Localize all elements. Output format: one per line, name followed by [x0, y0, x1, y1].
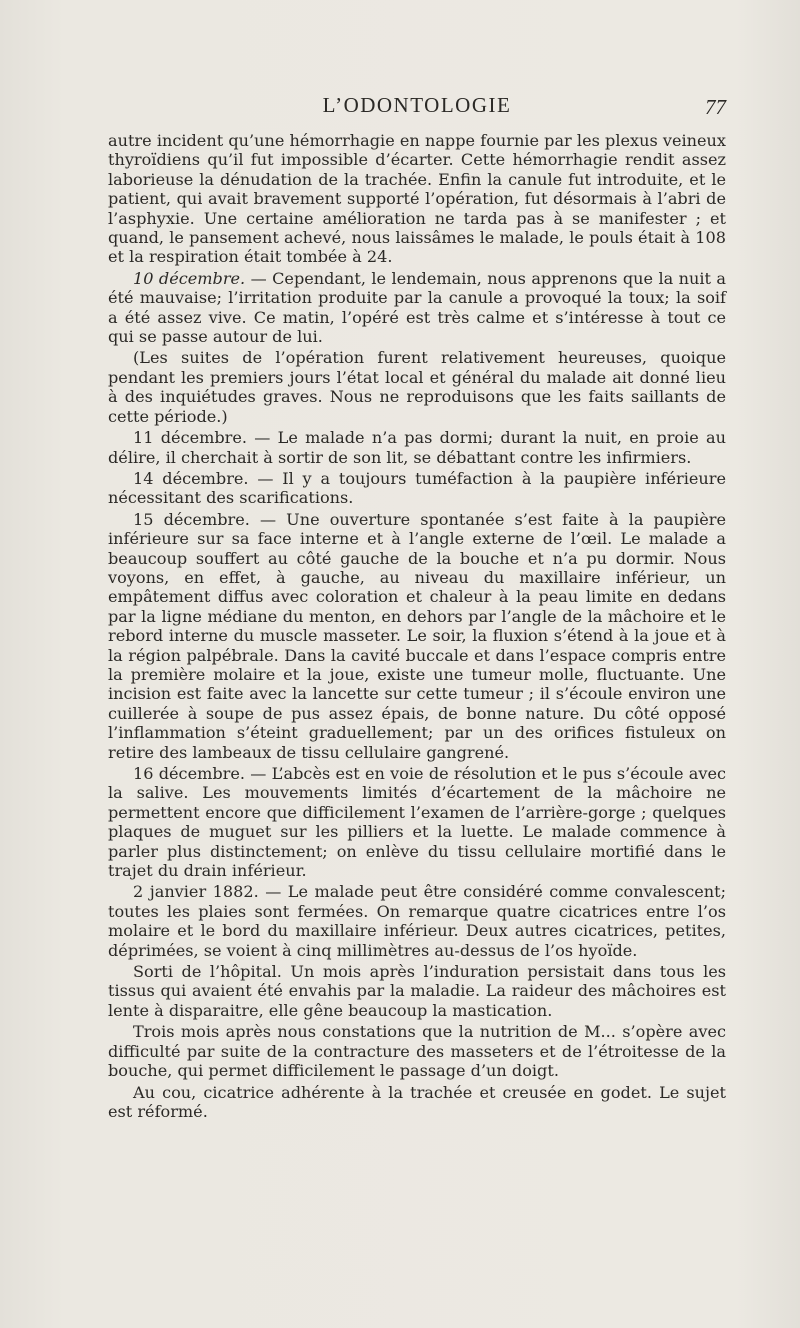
paragraph — [108, 348, 726, 426]
body-text — [108, 131, 726, 1121]
paragraph-text: 11 décembre. — Le malade n’a pas dormi; durant la nuit, en proie au délire, il cherchait à sortir de son lit, se débattant contre les infirmiers. — [108, 428, 726, 467]
paragraph-text: 14 décembre. — Il y a toujours tuméfaction à la paupière inférieure nécessitant des scarifications. — [108, 468, 726, 508]
paragraph — [108, 1083, 726, 1122]
paragraph-text: 15 décembre. — Une ouverture spontanée s’est faite à la paupière inférieure sur sa face interne et à l’angle externe de l’œil. Le malade a beaucoup souffert au côté gauche de la bouche et n’a pu dormir. Nous voyons, en effet, à gauche, au niveau du maxillaire inférieur, un empâtement diffus avec coloration et chaleur à la peau limite en dedans par la ligne médiane du menton, en dehors par l’angle de la mâchoire et le rebord interne du muscle masseter. Le soir, la fluxion s’étend à la joue et à la région palpébrale. Dans la cavité buccale et dans l’espace compris entre la première molaire et la joue, existe une tumeur molle, fluctuante. Une incision est faite avec la lancette sur cette tumeur ; il s’écoule environ une cuillerée à soupe de pus assez épais, de bonne nature. Du côté opposé l’inflammation s’éteint graduellement; par un des orifices fistuleux on retire des lambeaux de tissu cellulaire gangrené. — [108, 509, 726, 762]
paragraph — [108, 764, 726, 880]
paragraph-text: Sorti de l’hôpital. Un mois après l’induration persistait dans tous les tissus qui avaient été envahis par la maladie. La raideur des mâchoires est lente à disparaitre, elle gêne beaucoup la mastication. — [108, 962, 726, 1020]
paragraph — [108, 269, 726, 347]
running-title: L’ODONTOLOGIE — [322, 93, 512, 117]
page-header — [108, 93, 726, 123]
paragraph-text: Au cou, cicatrice adhérente à la trachée et creusée en godet. Le sujet est réformé. — [108, 1082, 726, 1121]
paragraph-text: 16 décembre. — L’abcès est en voie de résolution et le pus s’écoule avec la salive. Les mouvements limités d’écartement de la mâchoire ne permettent encore que difficilement l’examen de l’arrière-gorge ; quelques plaques de muguet sur les pilliers et la luette. Le malade commence à parler plus distinctement; on enlève du tissu cellulaire mortifié dans le trajet du drain inférieur. — [108, 764, 726, 881]
paragraph — [108, 469, 726, 508]
paragraph-text: — Cependant, le lendemain, nous apprenons que la nuit a été mauvaise; l’irritation produite par la canule a provoqué la toux; la soif a été assez vive. Ce matin, l’opéré est très calme et s’intéresse à tout ce qui se passe autour de lui. — [108, 268, 727, 347]
paragraph — [108, 510, 726, 762]
paragraph — [108, 882, 726, 960]
paragraph-text: (Les suites de l’opération furent relativement heureuses, quoique pendant les premiers jours l’état local et général du malade ait donné lieu à des inquiétudes graves. Nous ne reproduisons que les faits saillants de cette période.) — [108, 348, 726, 426]
paragraph-text: 2 janvier 1882. — Le malade peut être considéré comme convalescent; toutes les plaies sont fermées. On remarque quatre cicatrices entre l’os molaire et le bord du maxillaire inférieur. Deux autres cicatrices, petites, déprimées, se voient à cinq millimètres au-dessus de l’os hyoïde. — [108, 882, 726, 960]
paragraph-text: autre incident qu’une hémorrhagie en nappe fournie par les plexus veineux thyroïdiens qu’il fut impossible d’écarter. Cette hémorrhagie rendit assez laborieuse la dénudation de la trachée. Enfin la canule fut introduite, et le patient, qui avait bravement supporté l’opération, fut désormais à l’abri de l’asphyxie. Une certaine amélioration ne tarda pas à se manifester ; et quand, le pansement achevé, nous laissâmes le malade, le pouls était à 108 et la respiration était tombée à 24. — [108, 131, 726, 267]
paragraph-date: 10 décembre. — [133, 268, 246, 288]
paragraph — [108, 1022, 726, 1080]
paragraph — [108, 131, 726, 267]
paragraph — [108, 962, 726, 1020]
paragraph — [108, 428, 726, 467]
paragraph-text: Trois mois après nous constations que la nutrition de M... s’opère avec difficulté par suite de la contracture des masseters et de l’étroitesse de la bouche, qui permet difficilement le passage d’un doigt. — [108, 1022, 726, 1081]
page-number: 77 — [705, 95, 726, 119]
